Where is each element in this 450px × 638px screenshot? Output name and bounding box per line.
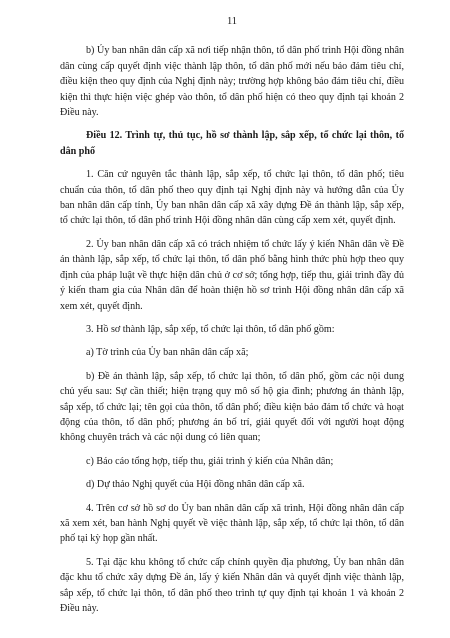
article-paragraph-5: 5. Tại đặc khu không tổ chức cấp chính quyền địa phương, Ủy ban nhân dân đặc khu tổ chức xây dựng Đề án, lấy ý kiến Nhân dân và quyết định việc thành lập, sắp xếp, tổ chức lại thôn, tổ dân phố theo trình tự quy định tại khoản 1 và khoản 2 Điều này. <box>60 556 404 614</box>
article-item-c: c) Báo cáo tổng hợp, tiếp thu, giải trình ý kiến của Nhân dân; <box>86 455 334 467</box>
article-item-d: d) Dự thảo Nghị quyết của Hội đồng nhân dân cấp xã. <box>86 479 305 491</box>
article-paragraph-3: 3. Hồ sơ thành lập, sắp xếp, tổ chức lại thôn, tổ dân phố gồm: <box>86 323 335 335</box>
article-paragraph-1: 1. Căn cứ nguyên tắc thành lập, sắp xếp, tổ chức lại thôn, tổ dân phố; tiêu chuẩn của thôn, tổ dân phố theo quy định tại Nghị định này và hướng dẫn của Ủy ban nhân dân cấp tỉnh, Ủy ban nhân dân cấp xã xây dựng Đề án thành lập, sắp xếp, tổ chức lại thôn, tổ dân phố trình Hội đồng nhân dân cùng cấp xem xét, quyết định. <box>60 169 404 227</box>
article-item-b: b) Đề án thành lập, sắp xếp, tổ chức lại thôn, tổ dân phố, gồm các nội dung chủ yếu sau: Sự cần thiết; hiện trạng quy mô số hộ gia đình; phương án thành lập, sắp xếp, tổ chức lại; tên gọi của thôn, tổ dân phố; điều kiện bảo đảm tổ chức và hoạt động của thôn, tổ dân phố; phương án bố trí, giải quyết đối với người hoạt động không chuyên trách và các nội dung có liên quan; <box>60 370 404 444</box>
article-12-heading: Điều 12. Trình tự, thủ tục, hồ sơ thành lập, sắp xếp, tổ chức lại thôn, tổ dân phố <box>60 130 404 157</box>
article-paragraph-2: 2. Ủy ban nhân dân cấp xã có trách nhiệm tổ chức lấy ý kiến Nhân dân về Đề án thành lập, sắp xếp, tổ chức lại thôn, tổ dân phố bằng hình thức phù hợp theo quy định của pháp luật về thực hiện dân chủ ở cơ sở; tổng hợp, tiếp thu, giải trình đầy đủ ý kiến tham gia của Nhân dân để hoàn thiện hồ sơ trình Hội đồng nhân dân cấp xã xem xét, quyết định. <box>60 238 404 312</box>
page-number: 11 <box>226 16 238 27</box>
article-item-a: a) Tờ trình của Ủy ban nhân dân cấp xã; <box>86 347 249 359</box>
article-paragraph-4: 4. Trên cơ sở hồ sơ do Ủy ban nhân dân cấp xã trình, Hội đồng nhân dân cấp xã xem xét, ban hành Nghị quyết về việc thành lập, sắp xếp, tổ chức lại thôn, tổ dân phố tại kỳ họp gần nhất. <box>60 502 404 545</box>
paragraph-b-intro: b) Ủy ban nhân dân cấp xã nơi tiếp nhận thôn, tổ dân phố trình Hội đồng nhân dân cùng cấp quyết định việc thành lập thôn, tổ dân phố mới nếu bảo đảm tiêu chí, điều kiện theo quy định của Nghị định này; trường hợp không bảo đảm tiêu chí, điều kiện thì thực hiện việc ghép vào thôn, tổ dân phố hiện có theo quy định tại khoản 2 Điều này. <box>60 45 404 119</box>
